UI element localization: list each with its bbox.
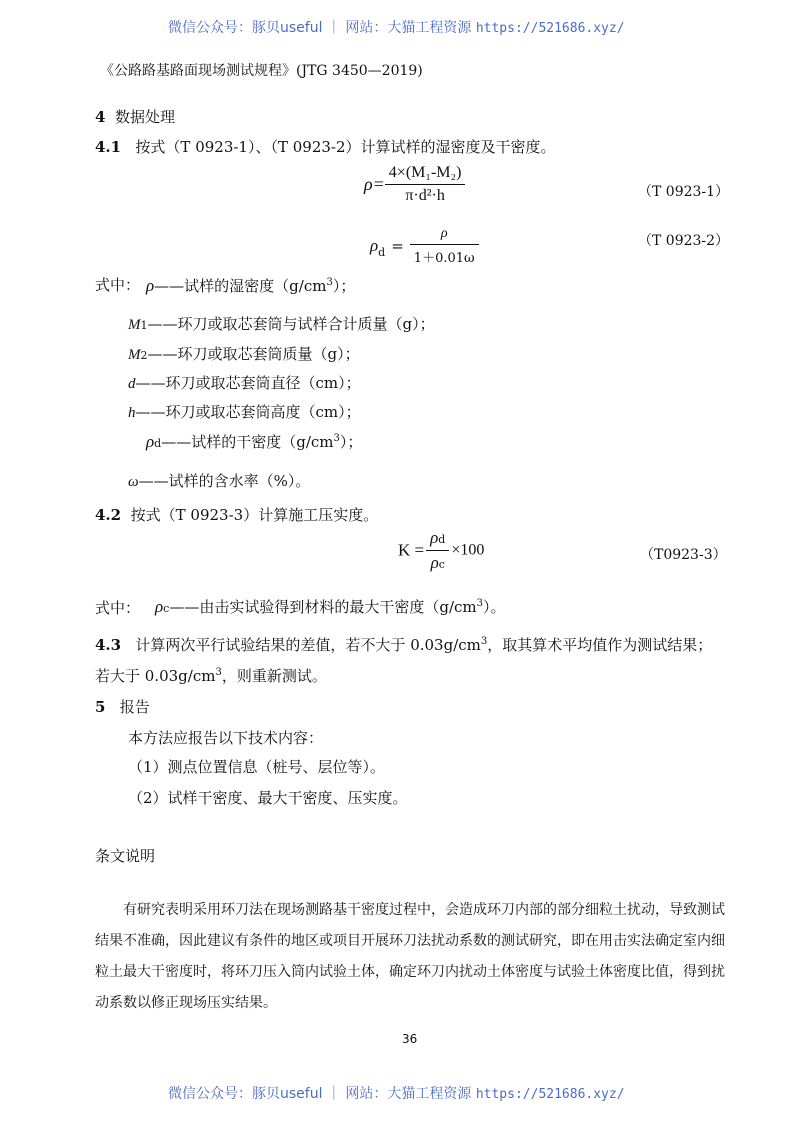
definition-item: M1——环刀或取芯套筒与试样合计质量（g）； <box>128 315 435 333</box>
equation-label: （T 0923-2） <box>638 233 730 249</box>
report-item-1: （1）测点位置信息（桩号、层位等）。 <box>128 758 386 776</box>
definition-item: h——环刀或取芯套筒高度（cm）； <box>128 403 361 421</box>
equation-lhs-subscript: d <box>378 246 386 259</box>
where-label: 式中： <box>95 276 141 294</box>
equation-fraction <box>426 528 449 573</box>
definition-item: M2——环刀或取芯套筒质量（g）； <box>128 345 360 363</box>
report-item-2: （2）试样干密度、最大干密度、压实度。 <box>128 789 408 807</box>
clause-number: 4.3 <box>95 636 122 654</box>
report-intro: 本方法应报告以下技术内容： <box>128 729 324 747</box>
section-4-heading <box>95 106 175 127</box>
equation-t0923-1 <box>364 164 465 205</box>
watermark-top <box>168 17 625 37</box>
definition-item: d——环刀或取芯套筒直径（cm）； <box>128 374 361 392</box>
equation-numerator: 4×(M₁-M₂) <box>385 164 466 185</box>
clause-4-2 <box>95 504 378 525</box>
equation-fraction <box>385 164 466 205</box>
section-title: 数据处理 <box>114 108 175 126</box>
definition-item: ρd——试样的干密度$(g/cm^3)$； <box>146 432 363 451</box>
clause-text: 按式（T 0923-1）、（T 0923-2）计算试样的湿密度及干密度。 <box>135 138 556 156</box>
equation-t0923-2 <box>370 226 479 266</box>
equation-denominator: π·d²·h <box>405 187 445 204</box>
where-label-2: 式中： <box>95 599 141 617</box>
section-5-heading <box>95 696 150 717</box>
equation-denominator: 1＋0.01ω <box>413 251 475 266</box>
equation-tail: ×100 <box>451 541 485 559</box>
clause-text: 按式（T 0923-3）计算施工压实度。 <box>130 506 379 524</box>
clause-4-1 <box>95 136 556 157</box>
watermark-url[interactable]: https://521686.xyz/ <box>475 21 625 36</box>
equation-label: （T0923-3） <box>640 547 727 563</box>
definition-item: ω——试样的含水率（%）。 <box>128 472 311 490</box>
equation-numerator: ρd <box>426 528 449 551</box>
clause-4-3-line-1: 4.3 计算两次平行试验结果的差值，若不大于 $0.03g/cm^3$，取其算术平均值作为测试结果； <box>95 636 713 654</box>
page-number: 36 <box>402 1032 418 1046</box>
section-number: 5 <box>95 698 106 716</box>
equation-denominator: ρc <box>430 553 445 572</box>
equation-fraction <box>410 226 479 266</box>
equation-lhs: ρ= <box>364 174 385 194</box>
commentary-title: 条文说明 <box>95 847 156 865</box>
equation-label: （T 0923-1） <box>638 184 730 200</box>
clause-number: 4.1 <box>95 138 122 156</box>
watermark-text: 微信公众号：豚贝useful ｜ 网站：大猫工程资源 <box>168 20 476 36</box>
equation-equals: = <box>391 237 404 255</box>
section-title: 报告 <box>119 698 150 716</box>
equation-numerator: ρ <box>410 226 479 245</box>
section-number: 4 <box>95 108 106 126</box>
equation-lhs: K = <box>398 540 425 560</box>
definition-rho-c: ρc——由击实试验得到材料的最大干密度$(g/cm^3)$。 <box>155 597 506 616</box>
clause-number: 4.2 <box>95 506 122 524</box>
commentary-body: 有研究表明采用环刀法在现场测路基干密度过程中，会造成环刀内部的部分细粒土扰动，导致测试结果不准确，因此建议有条件的地区或项目开展环刀法扰动系数的测试研究，即在用击实法确定室内细粒土最大干密度时，将环刀压入筒内试验土体，确定环刀内扰动土体密度与试验土体密度比值，得到扰动系数以修正现场压实结果。 <box>95 902 725 1011</box>
document-header: 《公路路基路面现场测试规程》(JTG 3450—2019) <box>100 63 423 79</box>
watermark-url[interactable]: https://521686.xyz/ <box>475 1087 625 1102</box>
watermark-text: 微信公众号：豚贝useful ｜ 网站：大猫工程资源 <box>168 1086 476 1102</box>
clause-4-3-line-2: 若大于 $0.03g/cm^3$，则重新测试。 <box>95 667 327 685</box>
definition-item: ρ——试样的湿密度$(g/cm^3)$； <box>146 276 356 295</box>
watermark-bottom <box>168 1083 625 1103</box>
equation-t0923-3 <box>398 528 484 573</box>
equation-lhs: ρ <box>370 236 379 255</box>
